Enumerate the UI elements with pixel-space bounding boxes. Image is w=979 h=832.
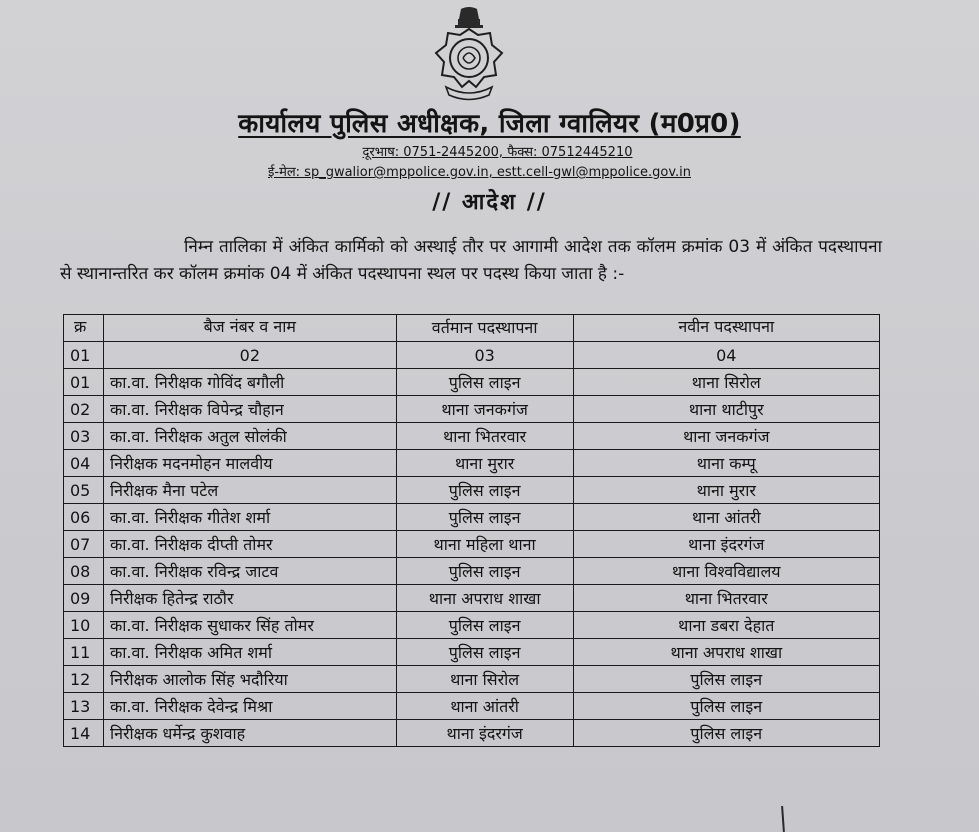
name-cell: का.वा. निरीक्षक अमित शर्मा (103, 639, 396, 666)
name-cell: का.वा. निरीक्षक गोविंद बगौली (103, 369, 396, 396)
serial-cell: 04 (64, 450, 104, 477)
new-posting-cell: थाना सिरोल (573, 369, 879, 396)
order-heading: // आदेश // (432, 190, 547, 215)
table-row (64, 585, 880, 612)
table-row (64, 369, 880, 396)
name-cell: का.वा. निरीक्षक रविन्द्र जाटव (103, 558, 396, 585)
name-cell: का.वा. निरीक्षक अतुल सोलंकी (103, 423, 396, 450)
current-posting-cell: पुलिस लाइन (396, 612, 573, 639)
name-cell: का.वा. निरीक्षक विपेन्द्र चौहान (103, 396, 396, 423)
name-cell: का.वा. निरीक्षक सुधाकर सिंह तोमर (103, 612, 396, 639)
table-row (64, 693, 880, 720)
current-posting-cell: पुलिस लाइन (396, 369, 573, 396)
serial-cell: 02 (64, 396, 104, 423)
new-posting-cell: थाना डबरा देहात (573, 612, 879, 639)
name-cell: निरीक्षक धर्मेन्द्र कुशवाह (103, 720, 396, 747)
order-body: निम्न तालिका में अंकित कार्मिको को अस्थाई तौर पर आगामी आदेश तक कॉलम क्रमांक 03 में अंकित पदस्थापना से स्थानान्तरित कर कॉलम क्रमांक 04 में अंकित पदस्थापना स्थल पर पदस्थ किया जाता है :- (60, 237, 882, 284)
new-posting-cell: थाना कम्पू (573, 450, 879, 477)
new-posting-cell: थाना भितरवार (573, 585, 879, 612)
name-cell: का.वा. निरीक्षक गीतेश शर्मा (103, 504, 396, 531)
serial-cell: 03 (64, 423, 104, 450)
new-posting-cell: थाना विश्वविद्यालय (573, 558, 879, 585)
serial-cell: 13 (64, 693, 104, 720)
current-posting-cell: थाना महिला थाना (396, 531, 573, 558)
serial-cell: 01 (64, 369, 104, 396)
new-posting-cell: थाना इंदरगंज (573, 531, 879, 558)
table-row (64, 504, 880, 531)
header-current-posting: वर्तमान पदस्थापना (396, 315, 573, 342)
current-posting-cell: थाना अपराध शाखा (396, 585, 573, 612)
new-posting-cell: थाना मुरार (573, 477, 879, 504)
current-posting-cell: पुलिस लाइन (396, 477, 573, 504)
serial-cell: 09 (64, 585, 104, 612)
serial-cell: 05 (64, 477, 104, 504)
header-name: बैज नंबर व नाम (103, 315, 396, 342)
name-cell: का.वा. निरीक्षक दीप्ती तोमर (103, 531, 396, 558)
name-cell: का.वा. निरीक्षक देवेन्द्र मिश्रा (103, 693, 396, 720)
current-posting-cell: थाना जनकगंज (396, 396, 573, 423)
current-posting-cell: पुलिस लाइन (396, 504, 573, 531)
current-posting-cell: थाना भितरवार (396, 423, 573, 450)
name-cell: निरीक्षक आलोक सिंह भदौरिया (103, 666, 396, 693)
serial-cell: 14 (64, 720, 104, 747)
table-row (64, 531, 880, 558)
serial-cell: 10 (64, 612, 104, 639)
header-new-posting: नवीन पदस्थापना (573, 315, 879, 342)
new-posting-cell: थाना आंतरी (573, 504, 879, 531)
current-posting-cell: थाना मुरार (396, 450, 573, 477)
table-row (64, 477, 880, 504)
table-row (64, 450, 880, 477)
table-body (64, 369, 880, 747)
new-posting-cell: पुलिस लाइन (573, 720, 879, 747)
column-number: 01 (64, 342, 104, 369)
table-row (64, 423, 880, 450)
name-cell: निरीक्षक हितेन्द्र राठौर (103, 585, 396, 612)
new-posting-cell: थाना जनकगंज (573, 423, 879, 450)
current-posting-cell: थाना आंतरी (396, 693, 573, 720)
column-number: 04 (573, 342, 879, 369)
serial-cell: 11 (64, 639, 104, 666)
new-posting-cell: थाना थाटीपुर (573, 396, 879, 423)
email-line: ई-मेल: sp_gwalior@mppolice.gov.in, estt.cell-gwl@mppolice.gov.in (268, 165, 691, 180)
serial-cell: 06 (64, 504, 104, 531)
column-number: 03 (396, 342, 573, 369)
current-posting-cell: थाना इंदरगंज (396, 720, 573, 747)
name-cell: निरीक्षक मैना पटेल (103, 477, 396, 504)
office-title: कार्यालय पुलिस अधीक्षक, जिला ग्वालियर (म0प्र0) (238, 109, 741, 139)
new-posting-cell: थाना अपराध शाखा (573, 639, 879, 666)
name-cell: निरीक्षक मदनमोहन मालवीय (103, 450, 396, 477)
pen-stroke (781, 806, 785, 832)
current-posting-cell: थाना सिरोल (396, 666, 573, 693)
new-posting-cell: पुलिस लाइन (573, 666, 879, 693)
table-row (64, 720, 880, 747)
column-number-row (64, 342, 880, 369)
serial-cell: 08 (64, 558, 104, 585)
current-posting-cell: पुलिस लाइन (396, 558, 573, 585)
table-row (64, 666, 880, 693)
table-row (64, 639, 880, 666)
table-row (64, 396, 880, 423)
header-serial: क्र (64, 315, 104, 342)
serial-cell: 07 (64, 531, 104, 558)
police-emblem-icon (428, 5, 510, 105)
serial-cell: 12 (64, 666, 104, 693)
table-header-row (64, 315, 880, 342)
phone-fax-line: दूरभाष: 0751-2445200, फैक्स: 07512445210 (362, 145, 633, 160)
transfer-table (63, 314, 880, 747)
new-posting-cell: पुलिस लाइन (573, 693, 879, 720)
current-posting-cell: पुलिस लाइन (396, 639, 573, 666)
column-number: 02 (103, 342, 396, 369)
table-row (64, 558, 880, 585)
table-row (64, 612, 880, 639)
